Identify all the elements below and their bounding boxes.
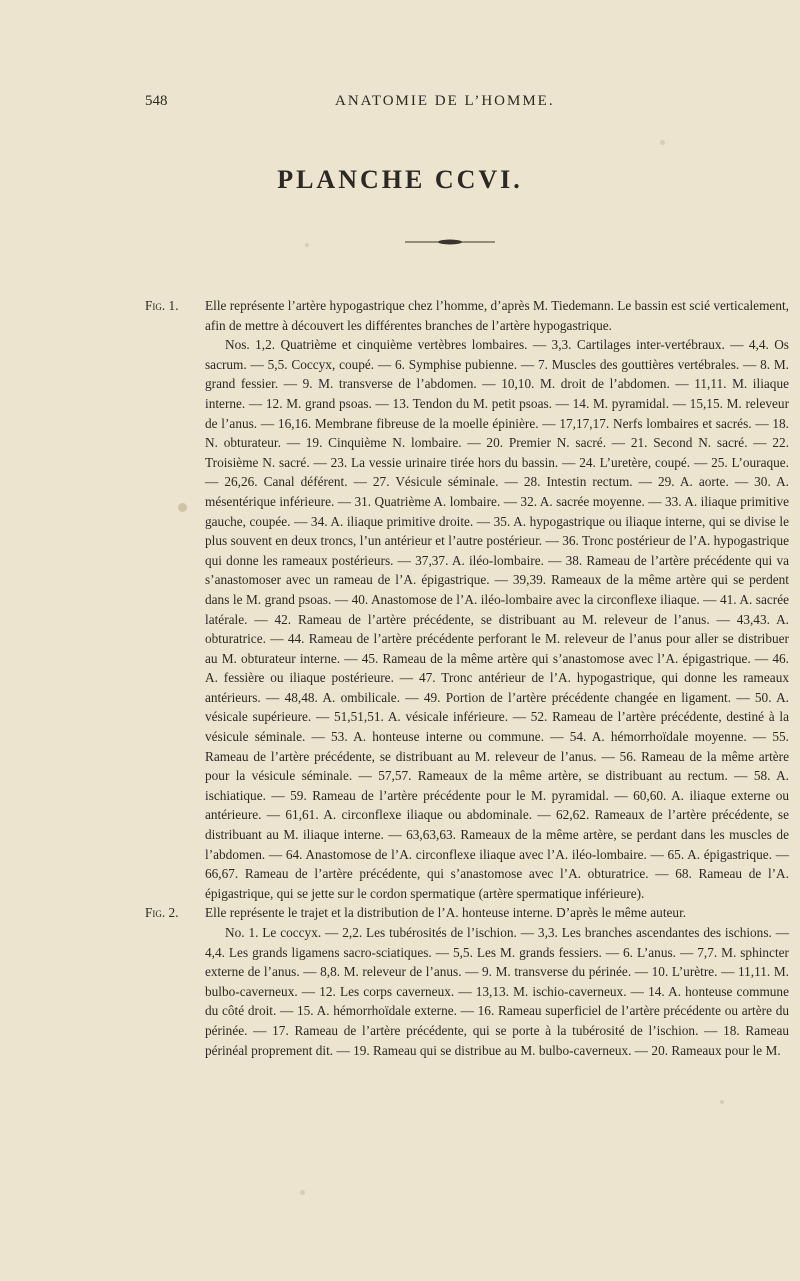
plate-legend: [145, 296, 795, 1060]
figure-numbers: No. 1. Le coccyx. — 2,2. Les tubérosités de l’ischion. — 3,3. Les branches ascendantes des ischions. — 4,4. Les grands ligamens sacro-sciatiques. — 5,5. Les M. grands fessiers. — 6. L’anus. — 7,7. M. sphincter externe de l’anus. — 8,8. M. releveur de l’anus. — 9. M. transverse du périnée. — 10. L’urètre. — 11,11. M. bulbo-caverneux. — 12. Les corps caverneux. — 13,13. M. ischio-caverneux. — 14. A. honteuse commune du côté droit. — 15. A. hémorrhoïdale externe. — 16. Rameau superficiel de l’artère précédente ou artère du périnée. — 17. Rameau de l’artère précédente, qui se porte à la tubérosité de l’ischion. — 18. Rameau périnéal proprement dit. — 19. Rameau qui se distribue au M. bulbo-caverneux. — 20. Rameaux pour le M.: [205, 925, 789, 1058]
figure-1-legend: [145, 296, 795, 903]
running-title: ANATOMIE DE L’HOMME.: [335, 93, 555, 109]
foxing-spot: [305, 243, 309, 247]
figure-numbers: Nos. 1,2. Quatrième et cinquième vertèbres lombaires. — 3,3. Cartilages inter-vertébraux. — 4,4. Os sacrum. — 5,5. Coccyx, coupé. — 6. Symphise pubienne. — 7. Muscles des gouttières vertébrales. — 8. M. grand fessier. — 9. M. transverse de l’abdomen. — 10,10. M. droit de l’abdomen. — 11,11. M. iliaque interne. — 12. M. grand psoas. — 13. Tendon du M. petit psoas. — 14. M. pyramidal. — 15,15. M. releveur de l’anus. — 16,16. Membrane fibreuse de la moelle épinière. — 17,17,17. Nerfs lombaires et sacrés. — 18. N. obturateur. — 19. Cinquième N. lombaire. — 20. Premier N. sacré. — 21. Second N. sacré. — 22. Troisième N. sacré. — 23. La vessie urinaire tirée hors du bassin. — 24. L’uretère, coupé. — 25. L’ouraque. — 26,26. Canal déférent. — 27. Vésicule séminale. — 28. Intestin rectum. — 29. A. aorte. — 30. A. mésentérique inférieure. — 31. Quatrième A. lombaire. — 32. A. sacrée moyenne. — 33. A. iliaque primitive gauche, coupée. — 34. A. iliaque primitive droite. — 35. A. hypogastrique ou iliaque interne, qui se divise le plus souvent en deux troncs, l’un antérieur et l’autre postérieur. — 36. Tronc postérieur de l’A. hypogastrique qui donne les rameaux postérieurs. — 37,37. A. iléo-lombaire. — 38. Rameau de l’artère précédente qui va s’anastomoser avec un rameau de l’A. épigastrique. — 39,39. Rameaux de la même artère qui se perdent dans le M. grand psoas. — 40. Anastomose de l’A. iléo-lombaire avec la circonflexe iliaque. — 41. A. sacrée latérale. — 42. Rameau de l’artère précédente, se distribuant au M. releveur de l’anus. — 43,43. A. obturatrice. — 44. Rameau de l’artère précédente perforant le M. releveur de l’anus pour aller se distribuer au M. obturateur interne. — 45. Rameau de la même artère qui s’anastomose avec l’A. épigastrique. — 46. A. fessière ou iliaque postérieure. — 47. Tronc antérieur de l’A. hypogastrique, qui donne les rameaux antérieurs. — 48,48. A. ombilicale. — 49. Portion de l’artère précédente changée en ligament. — 50. A. vésicale supérieure. — 51,51,51. A. vésicale inférieure. — 52. Rameau de l’artère précédente, destiné à la vésicule séminale. — 53. A. honteuse interne ou commune. — 54. A. hémorrhoïdale moyenne. — 55. Rameau de l’artère précédente, se distribuant au M. releveur de l’anus. — 56. Rameau de la même artère pour la vésicule séminale. — 57,57. Rameaux de la même artère, se distribuant au rectum. — 58. A. ischiatique. — 59. Rameau de l’artère précédente pour le M. pyramidal. — 60,60. A. iliaque externe ou antérieure. — 61,61. A. circonflexe iliaque ou abdominale. — 62,62. Rameaux de l’artère précédente, se distribuant au M. iliaque interne. — 63,63,63. Rameaux de la même artère, se perdant dans les muscles de l’abdomen. — 64. Anastomose de l’A. circonflexe iliaque avec l’A. iléo-lombaire. — 65. A. épigastrique. — 66,67. Rameau de l’artère précédente, qui s’anastomose avec l’A. obturatrice. — 68. Rameau de l’A. épigastrique, qui se jette sur le cordon spermatique (artère spermatique inférieure).: [205, 337, 789, 901]
figure-label: Fig. 2.: [145, 905, 179, 921]
foxing-spot: [720, 1100, 724, 1104]
foxing-spot: [300, 1190, 305, 1195]
foxing-spot: [660, 140, 665, 145]
figure-description: Elle représente le trajet et la distribution de l’A. honteuse interne. D’après le même auteur.: [205, 905, 687, 921]
plate-title: PLANCHE CCVI.: [277, 165, 523, 194]
figure-description: Elle représente l’artère hypogastrique chez l’homme, d’après M. Tiedemann. Le bassin est scié verticalement, afin de mettre à découvert les différentes branches de l’artère hypogastrique.: [205, 298, 789, 333]
figure-2-legend: [145, 903, 795, 1060]
figure-label: Fig. 1.: [145, 298, 179, 313]
ornament-rule-icon: [405, 238, 495, 246]
page-number: 548: [145, 93, 168, 109]
